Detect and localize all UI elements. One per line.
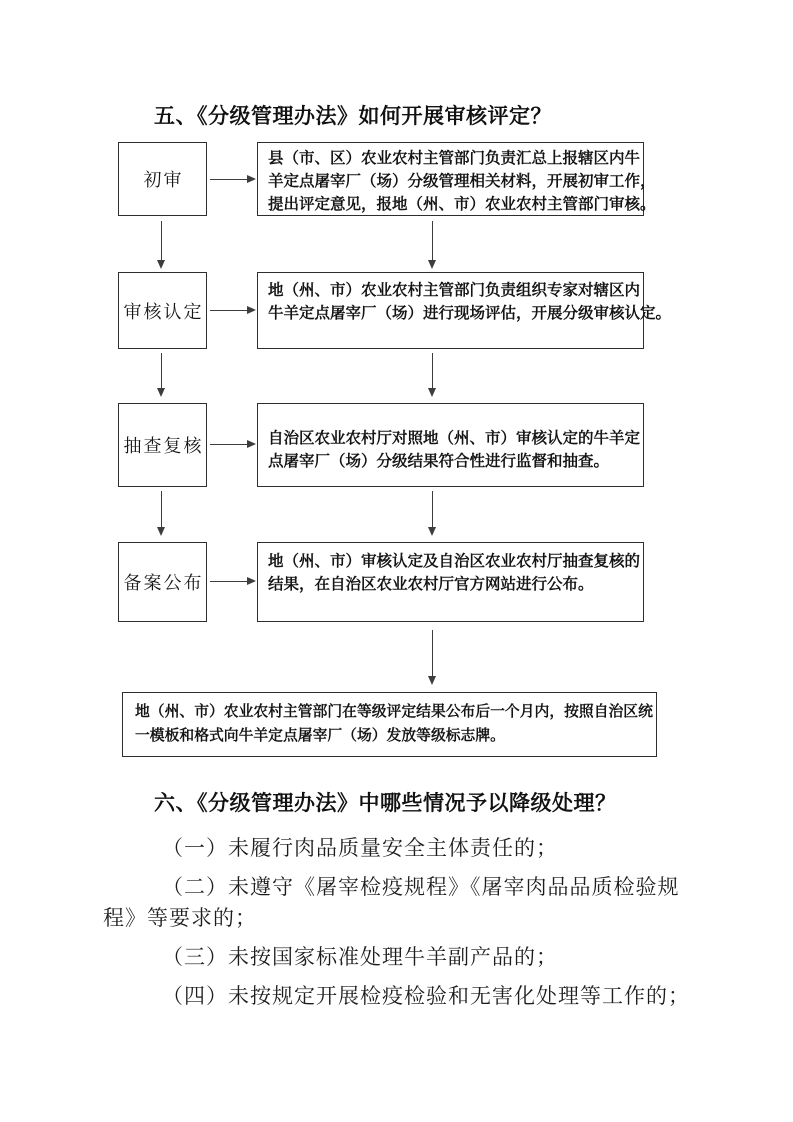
flow-step-label: 审核认定 [123,301,204,322]
arrow-down-right-3 [432,491,433,528]
flow-step-box-record-publish [118,542,207,622]
list-item-line: （三）未按国家标准处理牛羊副产品的； [162,945,558,969]
arrow-right-2 [210,310,254,311]
list-item-line: （二）未遵守《屠宰检疫规程》《屠宰肉品品质检验规 [162,875,680,899]
arrow-right-4 [210,581,254,582]
flow-desc-line: 牛羊定点屠宰厂（场）进行现场评估，开展分级审核认定。 [268,305,672,322]
flow-desc-line: 提出评定意见，报地（州、市）农业农村主管部门审核。 [268,196,656,213]
flow-step-label: 初审 [143,170,184,190]
list-item-line: （四）未按规定开展检疫检验和无害化处理等工作的； [162,984,690,1008]
list-item [103,872,703,934]
arrow-right-3 [210,444,254,445]
arrow-down-left-1 [161,221,162,261]
section5-title: 五、《分级管理办法》如何开展审核评定？ [154,105,552,128]
flow-desc-line: 自治区农业农村厅对照地（州、市）审核认定的牛羊定 [268,430,641,447]
flow-desc-line: 县（市、区）农业农村主管部门负责汇总上报辖区内牛 [268,150,641,167]
list-item-line: （一）未履行肉品质量安全主体责任的； [162,836,558,860]
flow-desc-line: 点屠宰厂（场）分级结果符合性进行监督和抽查。 [268,453,610,470]
arrow-down-right-2 [432,353,433,389]
arrow-down-final [432,630,433,677]
downgrade-items-list [103,833,703,1020]
flow-step-box-initial-review [118,142,207,216]
flow-desc-line: 结果，在自治区农业农村厅官方网站进行公布。 [268,576,594,593]
list-item [103,833,703,864]
flow-desc-box-1 [257,142,656,216]
arrow-down-left-3 [161,491,162,528]
flow-desc-box-3 [257,403,644,487]
arrow-down-left-2 [161,353,162,389]
flow-desc-line: 地（州、市）农业农村主管部门负责组织专家对辖区内 [268,282,641,299]
flow-step-label: 抽查复核 [123,436,204,456]
arrow-right-1 [210,179,254,180]
flow-final-line: 一模板和格式向牛羊定点屠宰厂（场）发放等级标志牌。 [135,728,505,744]
flow-step-box-review-confirm [118,272,207,349]
flow-desc-box-2 [257,272,672,349]
flow-step-box-spot-check [118,403,207,487]
flow-final-line: 地（州、市）农业农村主管部门在等级评定结果公布后一个月内，按照自治区统 [135,704,653,720]
section6-title: 六、《分级管理办法》中哪些情况予以降级处理？ [154,792,617,815]
flow-desc-box-4 [257,542,644,622]
list-item [103,942,703,973]
flow-step-label: 备案公布 [123,573,204,593]
flow-final-box [122,692,657,757]
flow-desc-line: 羊定点屠宰厂（场）分级管理相关材料，开展初审工作， [268,173,656,190]
flow-desc-line: 地（州、市）审核认定及自治区农业农村厅抽查复核的 [268,553,641,570]
arrow-down-right-1 [432,221,433,261]
list-item [103,981,703,1012]
list-item-line: 程》等要求的； [103,906,257,930]
